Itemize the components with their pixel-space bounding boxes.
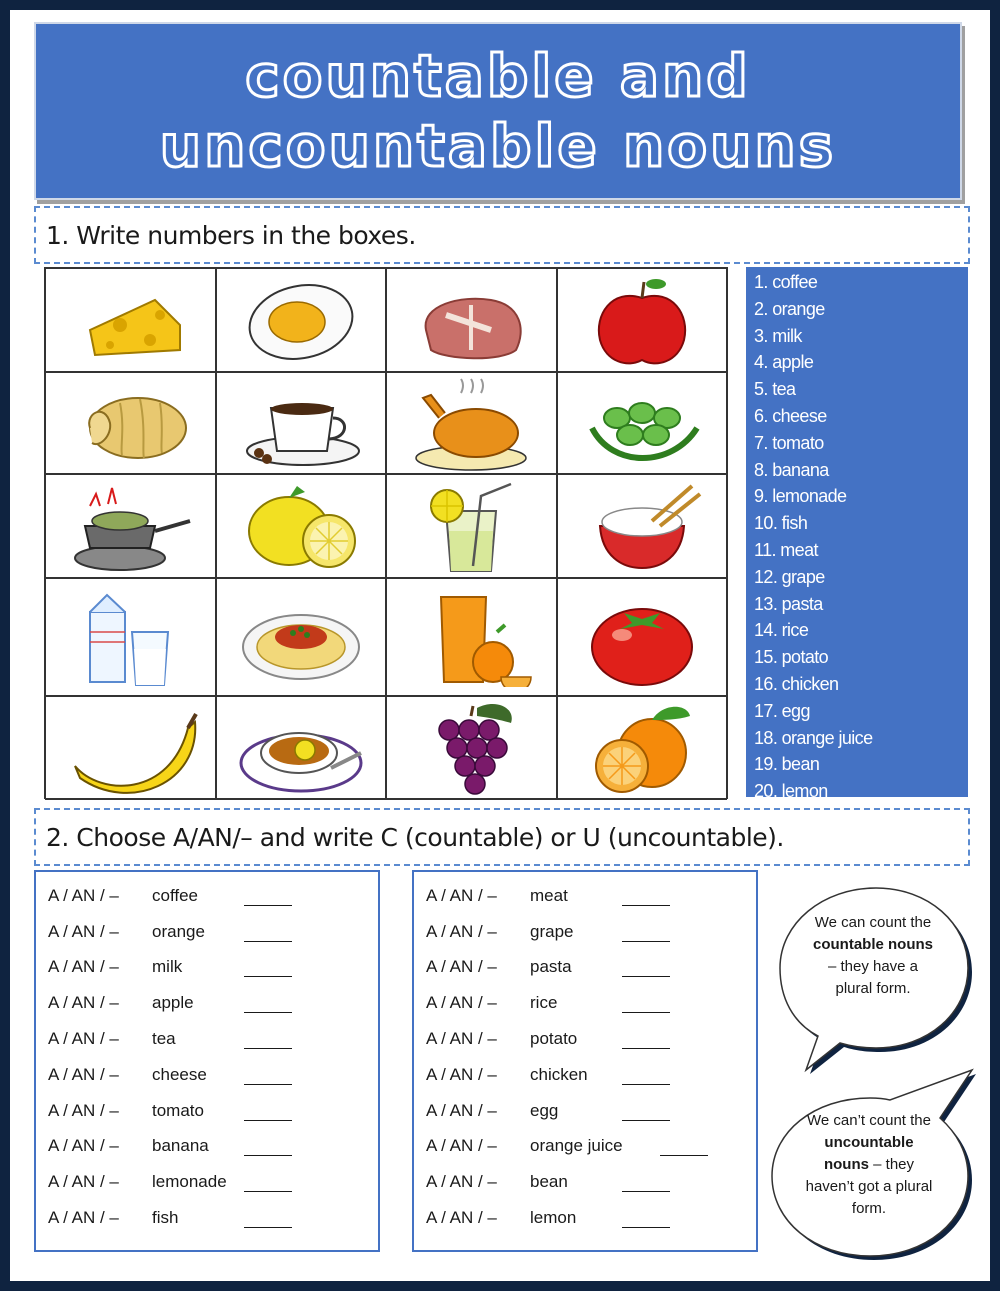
article-choice[interactable]: A / AN / – (426, 993, 497, 1013)
word-list-item: 4. apple (754, 352, 814, 373)
answer-blank[interactable] (622, 963, 670, 977)
word-list-item: 13. pasta (754, 593, 823, 614)
coffee-picture (231, 373, 371, 473)
potato-picture (60, 373, 200, 473)
answer-blank[interactable] (622, 1214, 670, 1228)
word-list-item: 20. lemon (754, 781, 828, 797)
picture-cell[interactable] (45, 578, 216, 696)
picture-cell[interactable] (557, 696, 728, 800)
exercise-word: egg (530, 1100, 559, 1120)
word-list-item: 15. potato (754, 647, 829, 668)
exercise-word: lemon (530, 1208, 577, 1228)
cheese-picture (60, 270, 200, 370)
picture-cell[interactable] (45, 372, 216, 474)
exercise-word: rice (530, 993, 558, 1013)
bean-picture (572, 373, 712, 473)
picture-cell[interactable] (386, 372, 557, 474)
exercise-word: coffee (152, 885, 199, 905)
word-list-item: 18. orange juice (754, 727, 873, 748)
article-choice[interactable]: A / AN / – (48, 993, 119, 1013)
article-choice[interactable]: A / AN / – (48, 957, 119, 977)
article-choice[interactable]: A / AN / – (48, 1029, 119, 1049)
word-list-item: 11. meat (754, 539, 818, 560)
exercise-word: lemonade (152, 1172, 227, 1192)
picture-cell[interactable] (45, 696, 216, 800)
exercise-word: meat (530, 885, 568, 905)
fish-picture (60, 476, 200, 576)
word-list-item: 9. lemonade (754, 486, 847, 507)
exercise-word: banana (152, 1136, 209, 1156)
exercise-word: milk (152, 957, 183, 977)
exercise-row (426, 1021, 756, 1057)
picture-cell[interactable] (216, 268, 387, 372)
worksheet-page (10, 10, 990, 1281)
answer-blank[interactable] (622, 1035, 670, 1049)
lemonade-picture (401, 476, 541, 576)
picture-cell[interactable] (557, 578, 728, 696)
picture-cell[interactable] (386, 268, 557, 372)
article-choice[interactable]: A / AN / – (426, 885, 497, 905)
tea-picture (231, 698, 371, 798)
orange-juice-picture (401, 587, 541, 687)
answer-blank[interactable] (244, 963, 292, 977)
milk-picture (60, 587, 200, 687)
exercise-word: tea (152, 1029, 176, 1049)
picture-cell[interactable] (386, 578, 557, 696)
exercise-word: apple (152, 993, 194, 1013)
article-choice[interactable]: A / AN / – (426, 1100, 497, 1120)
picture-cell[interactable] (557, 372, 728, 474)
exercise-row (48, 1164, 378, 1200)
exercise-word: potato (530, 1029, 578, 1049)
instruction-1: 1. Write numbers in the boxes. (34, 206, 970, 264)
picture-cell[interactable] (45, 268, 216, 372)
orange-picture (572, 698, 712, 798)
article-choice[interactable]: A / AN / – (48, 1064, 119, 1084)
article-choice[interactable]: A / AN / – (48, 885, 119, 905)
word-list-item: 1. coffee (754, 272, 818, 292)
exercise-row (426, 1164, 756, 1200)
word-list (746, 267, 968, 797)
article-choice[interactable]: A / AN / – (426, 1029, 497, 1049)
exercise-row (48, 1093, 378, 1129)
answer-blank[interactable] (622, 892, 670, 906)
answer-blank[interactable] (244, 999, 292, 1013)
picture-cell[interactable] (386, 474, 557, 578)
exercise-word: orange juice (530, 1136, 623, 1156)
word-list-item: 10. fish (754, 513, 808, 534)
word-list-item: 12. grape (754, 566, 825, 587)
exercise-row (426, 914, 756, 950)
article-choice[interactable]: A / AN / – (426, 1208, 497, 1228)
answer-blank[interactable] (622, 1071, 670, 1085)
exercise-word: chicken (530, 1064, 588, 1084)
exercise-row (48, 1129, 378, 1165)
exercise-row (426, 1057, 756, 1093)
exercise-word: cheese (152, 1064, 207, 1084)
article-choice[interactable]: A / AN / – (426, 957, 497, 977)
word-list-item: 7. tomato (754, 432, 824, 453)
exercise-word: tomato (152, 1100, 204, 1120)
banana-picture (60, 698, 200, 798)
answer-blank[interactable] (622, 928, 670, 942)
bubble-uncountable-text: We can’t count the uncountable nouns – they haven’t got a plural form. (805, 1112, 933, 1217)
pasta-picture (231, 587, 371, 687)
answer-blank[interactable] (244, 1214, 292, 1228)
answer-blank[interactable] (244, 1071, 292, 1085)
word-list-item: 16. chicken (754, 673, 839, 694)
exercise-row (48, 1057, 378, 1093)
exercise-row (48, 1021, 378, 1057)
tomato-picture (572, 587, 712, 687)
answer-blank[interactable] (244, 928, 292, 942)
bubble-countable-text: We can count the countable nouns – they have a plural form. (813, 914, 933, 997)
grape-picture (401, 698, 541, 798)
answer-blank[interactable] (660, 1142, 708, 1156)
word-list-item: 3. milk (754, 325, 802, 346)
speech-bubble-uncountable (758, 1056, 980, 1262)
word-list-item: 19. bean (754, 754, 820, 775)
picture-cell[interactable] (216, 474, 387, 578)
word-list-item: 2. orange (754, 298, 825, 319)
picture-cell[interactable] (216, 578, 387, 696)
picture-cell[interactable] (216, 372, 387, 474)
answer-blank[interactable] (244, 1107, 292, 1121)
answer-blank[interactable] (622, 1107, 670, 1121)
apple-picture (572, 270, 712, 370)
exercise-word: orange (152, 921, 205, 941)
exercise-word: fish (152, 1208, 179, 1228)
chicken-picture (401, 373, 541, 473)
exercise-row (48, 1200, 378, 1236)
article-choice[interactable]: A / AN / – (48, 1136, 119, 1156)
instruction-2: 2. Choose A/AN/– and write C (countable) or U (uncountable). (34, 808, 970, 866)
answer-blank[interactable] (622, 999, 670, 1013)
exercise-box-left (34, 870, 380, 1252)
picture-cell[interactable] (557, 268, 728, 372)
exercise-word: bean (530, 1172, 568, 1192)
exercise-row (48, 950, 378, 986)
exercise-row (426, 1129, 756, 1165)
lemon-picture (231, 476, 371, 576)
egg-picture (231, 270, 371, 370)
exercise-row (426, 950, 756, 986)
article-choice[interactable]: A / AN / – (48, 1172, 119, 1192)
article-choice[interactable]: A / AN / – (426, 1172, 497, 1192)
article-choice[interactable]: A / AN / – (48, 921, 119, 941)
exercise-row (426, 985, 756, 1021)
title-line-1: countable and (245, 42, 751, 110)
answer-blank[interactable] (244, 1142, 292, 1156)
picture-cell[interactable] (386, 696, 557, 800)
exercise-word: grape (530, 921, 574, 941)
exercise-row (426, 1093, 756, 1129)
meat-picture (401, 270, 541, 370)
answer-blank[interactable] (244, 892, 292, 906)
article-choice[interactable]: A / AN / – (426, 1136, 497, 1156)
picture-grid (44, 267, 728, 799)
word-list-item: 5. tea (754, 379, 796, 400)
article-choice[interactable]: A / AN / – (426, 1064, 497, 1084)
speech-bubble-countable (768, 878, 978, 1078)
exercise-row (48, 985, 378, 1021)
rice-picture (572, 476, 712, 576)
article-choice[interactable]: A / AN / – (48, 1100, 119, 1120)
word-list-item: 8. banana (754, 459, 829, 480)
title-line-2: uncountable nouns (159, 112, 837, 180)
exercise-row (48, 878, 378, 914)
exercise-row (426, 1200, 756, 1236)
exercise-row (426, 878, 756, 914)
answer-blank[interactable] (622, 1178, 670, 1192)
title-banner (34, 22, 962, 200)
exercise-box-right (412, 870, 758, 1252)
answer-blank[interactable] (244, 1035, 292, 1049)
picture-cell[interactable] (216, 696, 387, 800)
word-list-item: 6. cheese (754, 405, 827, 426)
exercise-word: pasta (530, 957, 572, 977)
answer-blank[interactable] (244, 1178, 292, 1192)
picture-cell[interactable] (557, 474, 728, 578)
word-list-item: 14. rice (754, 620, 809, 641)
picture-cell[interactable] (45, 474, 216, 578)
word-list-item: 17. egg (754, 700, 810, 721)
exercise-row (48, 914, 378, 950)
article-choice[interactable]: A / AN / – (426, 921, 497, 941)
article-choice[interactable]: A / AN / – (48, 1208, 119, 1228)
